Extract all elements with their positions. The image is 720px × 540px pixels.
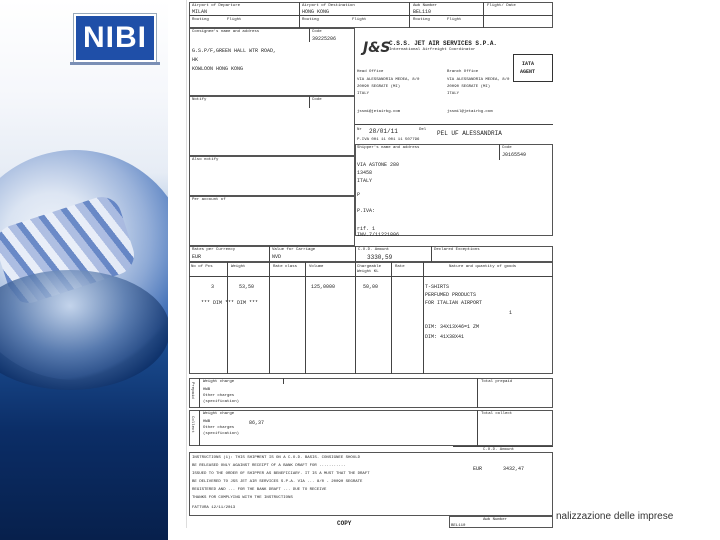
routing-flight: Flight — [447, 18, 462, 22]
total-prepaid-label: Total prepaid — [481, 380, 513, 384]
shipper-ref: rif. 1 — [357, 226, 376, 232]
cargo-weight: 53,50 — [239, 284, 255, 290]
branch-office-address: VIA ALESSANDRIA MEDEA, 8/0 — [447, 78, 510, 82]
carrier-name: C.S.S. JET AIR SERVICES S.P.A. — [389, 40, 498, 47]
notify-code-label: Code — [312, 98, 322, 102]
iata-badge — [513, 54, 553, 82]
goods-description: PERFUMED PRODUCTS — [425, 292, 477, 298]
consignee-label: Consignee's name and address — [192, 30, 260, 34]
goods-description: 1 — [509, 310, 513, 316]
weight-header: Weight — [231, 265, 246, 269]
routing-flight: Flight — [227, 18, 242, 22]
value-carriage: NVD — [272, 254, 282, 260]
instructions-line: BE RELEASED ONLY AGAINST RECEIPT OF A BANK DRAFT FOR ........... — [192, 464, 346, 468]
shipper-address-line: 13458 — [357, 170, 373, 176]
logo-text: NIBI — [83, 21, 147, 54]
prepaid-other-charges: Other charges — [203, 394, 235, 398]
collect-label: Collect — [190, 416, 194, 433]
collect-weight-charge: Weight charge — [203, 412, 235, 416]
routing-label: Routing — [302, 18, 319, 22]
flight-date-label: Flight/ Date — [487, 4, 516, 8]
account-label: Per account of — [192, 198, 226, 202]
shipper-code-label: Code — [502, 146, 512, 150]
head-office-address: 20090 SEGRATE (MI) — [357, 85, 401, 89]
notify-label: Notify — [192, 98, 207, 102]
routing-flight: Flight — [352, 18, 367, 22]
instructions-line: INSTRUCTIONS (1): THIS SHIPMENT IS ON A C.O.D. BASIS. CONSIGNEE SHOULD — [192, 456, 361, 460]
shipper-code: J0165549 — [502, 152, 527, 158]
awb-bottom-number: BEL110 — [451, 524, 466, 528]
consignee-code-label: Code — [312, 30, 322, 34]
shipper-invoice-ref: INV.7/11221806 — [357, 232, 400, 238]
cargo-marks: *** DIM *** DIM *** — [201, 300, 259, 306]
head-office-address: ITALY — [357, 92, 370, 96]
goods-description: T-SHIRTS — [425, 284, 450, 290]
prepaid-specification: (specification) — [203, 400, 240, 404]
cargo-dimensions: DIM: 41X38X41 — [425, 334, 465, 340]
goods-header: Nature and quantity of goods — [449, 265, 517, 269]
shipper-address-line: VIA ASTONE 280 — [357, 162, 400, 168]
collect-cod-total: 3432,47 — [503, 466, 525, 472]
awb-place: PEL UF ALESSANDRIA — [437, 130, 502, 137]
shipper-address-line: ITALY — [357, 178, 373, 184]
agent-text: AGENT — [520, 69, 536, 75]
carrier-email: jssmil@jetairbg.com — [447, 110, 493, 114]
notify-block — [189, 96, 355, 156]
goods-description: FOR ITALIAN AIRPORT — [425, 300, 483, 306]
also-notify-label: Also notify — [192, 158, 219, 162]
carrier-logo: J&S — [363, 40, 391, 56]
awb-number-value: BEL110 — [413, 9, 432, 15]
rate-header: Rate — [395, 265, 405, 269]
cargo-pieces: 3 — [211, 284, 215, 290]
collect-other-charges: Other charges — [203, 426, 235, 430]
routing-label: Routing — [413, 18, 430, 22]
value-carriage-label: Value for Carriage — [272, 248, 316, 252]
instructions-line: THANKS FOR COMPLYING WITH THE INSTRUCTIONS — [192, 496, 293, 500]
departure-label: Airport of Departure — [192, 4, 241, 8]
goods-table — [189, 262, 553, 374]
awb-number-label: Awb Number — [413, 4, 438, 8]
head-office-label: Head Office — [357, 70, 384, 74]
nibi-logo — [74, 14, 156, 62]
exceptions-label: Declared Exceptions — [434, 248, 480, 252]
shipper-vat: P.IVA: — [357, 208, 376, 214]
also-notify-block — [189, 156, 355, 196]
routing-label: Routing — [192, 18, 209, 22]
instructions-line: ISSUED TO THE ORDER OF SHIPPER AS BENEFICIARY. IT IS A MUST THAT THE DRAFT — [192, 472, 370, 476]
decorative-globe — [0, 270, 168, 390]
currency-value: EUR — [192, 254, 202, 260]
instructions-line: REGISTERED AND ... FOR THE BANK DRAFT ... DUE TO RECEIVE — [192, 488, 327, 492]
copy-stamp: COPY — [337, 520, 352, 527]
destination-value: HONG KONG — [302, 9, 330, 15]
departure-value: MILAN — [192, 9, 208, 15]
chargeable-header: Chargeable Weight KL — [357, 265, 382, 274]
rate-class-header: Rate class — [273, 265, 298, 269]
account-block — [189, 196, 355, 246]
branch-office-address: 20090 SEGRATE (MI) — [447, 85, 491, 89]
currency-label: Rates per Currency — [192, 248, 236, 252]
carrier-subtitle: International Airfreight Coordinator — [389, 48, 476, 52]
prepaid-hwb: HWB — [203, 388, 211, 392]
collect-cod-currency: EUR — [473, 466, 483, 472]
iata-text: IATA — [522, 61, 535, 67]
cargo-volume: 125,0000 — [311, 284, 336, 290]
collect-hwb: HWB — [203, 420, 211, 424]
carrier-email: jssmi@jetairbg.com — [357, 110, 401, 114]
consignee-address-line: HK — [192, 57, 199, 63]
awb-date: 28/01/11 — [369, 128, 398, 135]
head-office-address: VIA ALESSANDRIA MEDEA, 8/0 — [357, 78, 420, 82]
cargo-dimensions: DIM: 34X13X46=1 ZM — [425, 324, 480, 330]
volume-header: Volume — [309, 265, 324, 269]
collect-specification: (specification) — [203, 432, 240, 436]
awb-nr-label: Nr — [357, 128, 362, 132]
awb-del-label: Del — [419, 128, 427, 132]
prepaid-weight-charge: Weight charge — [203, 380, 235, 384]
prepaid-label: Prepaid — [190, 382, 194, 399]
awb-bottom-label: Awb Number — [483, 518, 508, 522]
cod-label: C.O.D. Amount — [358, 248, 390, 252]
cargo-chargeable: 50,00 — [363, 284, 379, 290]
consignee-code: 39225206 — [312, 36, 337, 42]
instructions-block — [189, 452, 553, 516]
destination-label: Airport of Destination — [302, 4, 355, 8]
instructions-line: BE DELIVERED TO JSS JET AIR SERVICES S.P.A. VIA ... 8/0 - 20090 SEGRATE — [192, 480, 363, 484]
branch-office-address: ITALY — [447, 92, 460, 96]
shipper-address-line: P — [357, 192, 361, 198]
collect-cod-label: C.O.D. Amount — [483, 448, 515, 452]
shipper-label: Shipper's name and address — [357, 146, 420, 150]
footer-caption: nalizzazione delle imprese — [556, 511, 674, 522]
branch-office-label: Branch Office — [447, 70, 479, 74]
cod-value: 3330,59 — [367, 254, 393, 261]
total-collect-label: Total collect — [481, 412, 513, 416]
awb-vat-ref: P.IVA 001 11 001 11 507796 — [357, 138, 420, 142]
logo-tagline-bar — [70, 62, 160, 65]
invoice-line: FATTURA 12/11/2013 — [192, 506, 236, 510]
presentation-sidebar — [0, 0, 168, 540]
consignee-address-line: KOWLOON HONG KONG — [192, 66, 244, 72]
air-waybill-document — [186, 0, 555, 528]
pieces-header: No of Pcs — [191, 265, 213, 269]
consignee-address-line: G.S.P/F,GREEN HALL WTR ROAD, — [192, 48, 277, 54]
collect-hwb-value: 86,37 — [249, 420, 265, 426]
